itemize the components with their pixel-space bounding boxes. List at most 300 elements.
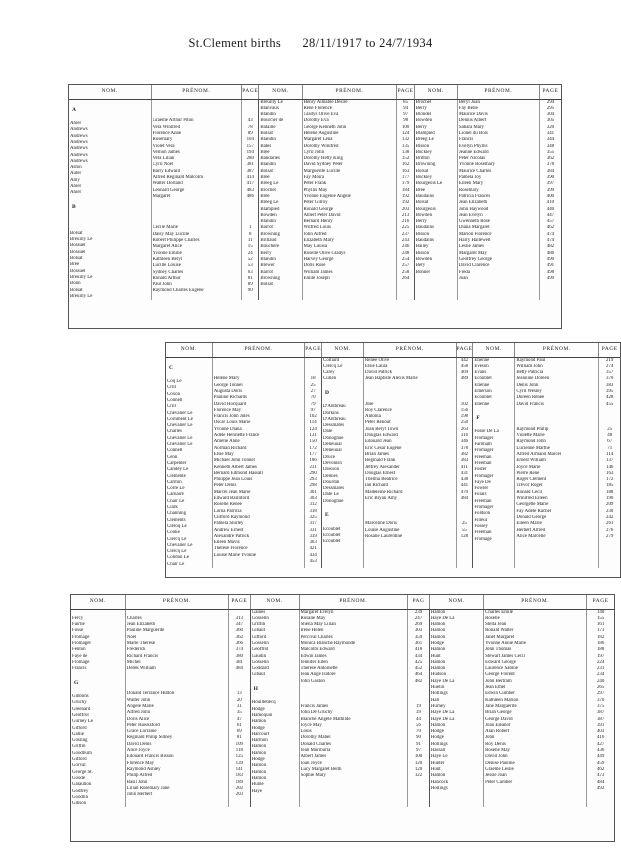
page-number: 94 bbox=[403, 105, 409, 111]
surname: Charles bbox=[167, 429, 182, 435]
given-names: Elsie Laura bbox=[365, 363, 388, 369]
page-number: 447 bbox=[546, 212, 555, 218]
surname: Hollings bbox=[430, 741, 448, 747]
given-names: Reginald Philip Sidney bbox=[126, 735, 173, 741]
col-page-header: PAGE bbox=[305, 343, 322, 357]
surname: Carey bbox=[323, 370, 335, 376]
given-names: Jean Ethel bbox=[485, 685, 506, 691]
page-number: 486 bbox=[546, 250, 555, 256]
page-number: 63 bbox=[247, 269, 253, 275]
page-number: 361 bbox=[414, 640, 423, 646]
surname: Gibaut bbox=[251, 628, 265, 634]
given-names: Peter Gilroy bbox=[303, 200, 328, 206]
page-number: 225 bbox=[401, 225, 410, 231]
page-number: 198 bbox=[460, 414, 469, 420]
surname: Hamon bbox=[251, 769, 267, 775]
page-number: 55 bbox=[461, 527, 467, 533]
page-number: 383 bbox=[606, 382, 614, 388]
surname: Hodge bbox=[430, 735, 444, 741]
given-names: Florence May bbox=[126, 760, 155, 766]
page-number: 56 bbox=[416, 722, 421, 728]
given-names: Doris Rose bbox=[303, 263, 326, 269]
surname: Fromager bbox=[474, 473, 494, 479]
surname: Bréé bbox=[70, 262, 80, 268]
given-names: Ronald Arthur bbox=[152, 275, 181, 281]
given-names: Madeleine Richard bbox=[365, 489, 403, 495]
surname: Brée bbox=[260, 149, 270, 155]
surname: Dorkins bbox=[323, 410, 339, 416]
page-number: 381 bbox=[235, 659, 243, 665]
surname: Bolsat bbox=[70, 287, 83, 293]
surname: Breuilly Le bbox=[260, 99, 283, 105]
surname: Cleroq Le bbox=[167, 523, 187, 529]
page-number: 243 bbox=[401, 238, 410, 244]
given-names: John Haywood bbox=[458, 206, 489, 212]
page-number: 177 bbox=[309, 451, 317, 457]
given-names: Alice Joyce bbox=[126, 748, 150, 754]
given-names: Jane Marguerite bbox=[485, 703, 517, 709]
page-number: 184 bbox=[401, 187, 410, 193]
page-number: 263 bbox=[460, 426, 469, 432]
given-names: Alfred John bbox=[126, 710, 151, 716]
page-number: 52 bbox=[247, 256, 253, 262]
given-names: Vera Lilian bbox=[152, 156, 175, 162]
surname: Carpenter bbox=[167, 460, 187, 466]
prenom-column bbox=[515, 357, 599, 568]
page-number: 297 bbox=[596, 691, 605, 697]
page-number: 213 bbox=[401, 212, 410, 218]
page-number: 155 bbox=[596, 615, 605, 621]
page-number: 325 bbox=[309, 514, 317, 520]
given-names: Eric César Eugène bbox=[365, 445, 402, 451]
given-names: Émile Joseph bbox=[303, 275, 330, 281]
name-column bbox=[166, 357, 212, 568]
surname: Barrot bbox=[260, 225, 273, 231]
given-names: Marcel Jean Marie bbox=[213, 489, 251, 495]
page-number: 390 bbox=[546, 175, 555, 181]
surname: Breeg Le bbox=[260, 200, 279, 206]
page-number: 470 bbox=[460, 489, 469, 495]
document-title: St.Clement births bbox=[188, 36, 282, 50]
surname: Buckley bbox=[415, 175, 433, 181]
given-names: Roy Clarence bbox=[365, 407, 392, 413]
surname: Britton bbox=[415, 156, 430, 162]
given-names: Clifford Raymond bbox=[213, 514, 250, 520]
surname: Hudson bbox=[430, 672, 447, 678]
page-number: 39 bbox=[416, 710, 421, 716]
surname: Hamon bbox=[430, 659, 446, 665]
given-names: Charles Emile bbox=[485, 609, 513, 615]
surname: Hamon bbox=[430, 722, 446, 728]
surname: Ecoublet bbox=[323, 526, 341, 532]
col-prenom-header: PRÉNOM. bbox=[484, 595, 587, 609]
given-names: Sheila May Lilian bbox=[300, 622, 336, 628]
given-names: Evelyn Phyllis bbox=[458, 143, 488, 149]
given-names: Barry Edward bbox=[152, 168, 181, 174]
given-names: Daisy May Lucille bbox=[152, 231, 190, 237]
name-column bbox=[250, 609, 299, 807]
given-names: Augusta Doris bbox=[213, 388, 243, 394]
given-names: Pamela Shirley bbox=[213, 521, 244, 527]
page-number: 137 bbox=[606, 458, 614, 464]
surname: Hassall bbox=[430, 748, 446, 754]
page-number: 484 bbox=[596, 779, 605, 785]
page-number: 431 bbox=[460, 470, 469, 476]
page-number: 399 bbox=[546, 187, 555, 193]
page-number: 234 bbox=[596, 672, 605, 678]
col-prenom-header: PRÉNOM. bbox=[151, 85, 242, 99]
page-number: 25 bbox=[607, 426, 613, 432]
surname: Faye De bbox=[474, 479, 491, 485]
name-column bbox=[429, 609, 483, 807]
col-page-header: PAGE bbox=[228, 595, 250, 609]
given-names: Robert Philippe Charles bbox=[152, 238, 200, 244]
given-names: Rosalie Laurentine bbox=[365, 533, 403, 539]
given-names: Brian George bbox=[485, 710, 512, 716]
given-names: Fay Adèle Rachel bbox=[516, 508, 552, 514]
page-number: 131 bbox=[309, 433, 317, 439]
given-names: Lilian Rosemary Jane bbox=[126, 785, 170, 791]
given-names: Oscar Louis Marie bbox=[213, 420, 251, 426]
page-number: 124 bbox=[401, 130, 410, 136]
name-column bbox=[259, 99, 302, 300]
surname: Cullen bbox=[323, 376, 337, 382]
page-number: 109 bbox=[235, 741, 243, 747]
surname: Blandin bbox=[260, 219, 276, 225]
surname: Farnham bbox=[474, 442, 492, 448]
surname: Hollings bbox=[430, 785, 448, 791]
page-number: 261 bbox=[606, 521, 614, 527]
surname: Andrews bbox=[70, 152, 88, 158]
page-number: 417 bbox=[246, 181, 254, 187]
surname: Fowler bbox=[474, 486, 489, 492]
surname: Amy bbox=[70, 177, 80, 183]
page-number: 274 bbox=[606, 363, 614, 369]
page-number: 1 bbox=[249, 225, 252, 231]
given-names: Denis John bbox=[516, 382, 539, 388]
page-number: 294 bbox=[546, 99, 555, 105]
page-number: 230 bbox=[606, 508, 614, 514]
page-number: 44 bbox=[416, 716, 421, 722]
given-names: Michael John Tonnel bbox=[213, 458, 255, 464]
page-number: 483 bbox=[246, 187, 254, 193]
given-names: Yvonne Diana bbox=[213, 426, 242, 432]
given-names: Thérèse Florence bbox=[213, 546, 248, 552]
surname: Barrot bbox=[260, 269, 273, 275]
given-names: Rosemary bbox=[458, 187, 479, 193]
col-nom-header: NOM. bbox=[259, 85, 302, 99]
page-number: 411 bbox=[460, 464, 468, 470]
given-names: Lucienne Marthe bbox=[516, 445, 550, 451]
given-names: May Louisa bbox=[303, 244, 328, 250]
surname: Carmin bbox=[167, 479, 182, 485]
surname: Hamon bbox=[251, 763, 267, 769]
surname: Goodlin bbox=[72, 794, 89, 800]
page-number: 486 bbox=[246, 193, 254, 199]
page-number: 177 bbox=[401, 175, 410, 181]
page-number: 440 bbox=[546, 206, 555, 212]
given-names: Jennifer Ellen bbox=[300, 659, 328, 665]
given-names: Jean Baptiste Alexis Marie bbox=[365, 376, 418, 382]
given-names: Joyce Marie bbox=[516, 464, 541, 470]
surname: Clercq Le bbox=[167, 536, 187, 542]
surname: Browning bbox=[260, 275, 280, 281]
page-number: 81 bbox=[247, 275, 253, 281]
given-names: Roy Denis bbox=[485, 741, 506, 747]
surname: Bolsat bbox=[70, 256, 83, 262]
surname: Haye bbox=[251, 788, 262, 794]
surname: Fosse bbox=[72, 628, 84, 634]
given-names: Gwenneth Rose bbox=[458, 219, 490, 225]
surname: Ecoublet bbox=[323, 539, 341, 545]
col-nom-header: NOM. bbox=[414, 85, 457, 99]
page-number: 313 bbox=[235, 615, 243, 621]
given-names: David Sydney Peter bbox=[303, 162, 343, 168]
surname: Hall bbox=[430, 697, 440, 703]
given-names: Raymond Charles Eugène bbox=[152, 288, 204, 294]
surname: Bourcier de bbox=[260, 118, 284, 124]
surname: Bandaries bbox=[260, 156, 280, 162]
surname: Andrews bbox=[70, 133, 88, 139]
given-names: Dorothy Mabel bbox=[300, 735, 331, 741]
page-number: 346 bbox=[460, 439, 469, 445]
page-number: 203 bbox=[235, 792, 243, 798]
given-names: Alfred Armand Marcel bbox=[516, 451, 562, 457]
given-names: Marceline Doris bbox=[365, 521, 397, 527]
page-number: 157 bbox=[246, 143, 254, 149]
given-names: Eric Bryan Amy bbox=[365, 496, 398, 502]
surname: Dennes bbox=[323, 473, 338, 479]
page-number: 120 bbox=[414, 760, 423, 766]
given-names: Cyril Noel bbox=[152, 162, 174, 168]
surname: Bery bbox=[415, 263, 426, 269]
given-names: Graeme Arthur Piton bbox=[152, 118, 194, 124]
surname: Bataille bbox=[260, 124, 276, 130]
given-names: Pamela Joy bbox=[458, 175, 482, 181]
page-number: 120 bbox=[414, 766, 423, 772]
surname: Foiars bbox=[474, 492, 487, 498]
given-names: George David bbox=[485, 716, 513, 722]
surname: Haye De La bbox=[430, 710, 455, 716]
col-page-header: PAG bbox=[408, 595, 430, 609]
page-number: 179 bbox=[401, 181, 410, 187]
surname: Clercq Le bbox=[323, 363, 343, 369]
given-names: Harvey George bbox=[303, 256, 334, 262]
page-number: 359 bbox=[414, 634, 423, 640]
surname: Fossey bbox=[474, 523, 488, 529]
given-names: Alexandre Patrick bbox=[213, 533, 250, 539]
surname: Corre Le bbox=[167, 486, 185, 492]
page-number: 265 bbox=[596, 685, 605, 691]
surname: Bailey bbox=[415, 244, 429, 250]
page-number: 434 bbox=[414, 653, 423, 659]
given-names: Winifred Eileen bbox=[516, 496, 548, 502]
page-number: 427 bbox=[596, 741, 605, 747]
given-names: Violet Vera bbox=[152, 143, 175, 149]
page-number: 421 bbox=[309, 546, 317, 552]
surname: Bree bbox=[260, 175, 270, 181]
page-number: 20 bbox=[236, 697, 242, 703]
page-number: 254 bbox=[401, 256, 410, 262]
page-number: 257 bbox=[401, 263, 410, 269]
page-number: 202 bbox=[235, 785, 243, 791]
given-names: Pauline Marguerite bbox=[126, 628, 165, 634]
given-names: Lorna Patricia bbox=[213, 508, 242, 514]
name-column bbox=[473, 357, 515, 568]
surname: Bourgeois Le bbox=[415, 181, 443, 187]
given-names: Marion Florence bbox=[458, 231, 492, 237]
page-number: 366 bbox=[235, 640, 243, 646]
given-names: Jean Elizabeth bbox=[126, 622, 156, 628]
surname: Galaution bbox=[72, 782, 92, 788]
page-number: 242 bbox=[606, 514, 614, 520]
surname: Fromager bbox=[474, 505, 494, 511]
page-number: 360 bbox=[235, 628, 243, 634]
given-names: David Clarence bbox=[458, 263, 490, 269]
surname: Clemente bbox=[167, 473, 186, 479]
surname: Dawson bbox=[323, 467, 340, 473]
surname: Blampied bbox=[260, 206, 280, 212]
surname: Bolsat bbox=[260, 130, 273, 136]
page-number: 172 bbox=[309, 445, 317, 451]
given-names: John Gaston bbox=[300, 678, 325, 684]
surname: Hodge bbox=[251, 725, 265, 731]
surname: Gosling bbox=[72, 738, 88, 744]
surname: Hamon bbox=[251, 775, 267, 781]
given-names: Ronald Walter bbox=[485, 628, 514, 634]
page-number: 81 bbox=[236, 735, 242, 741]
page-number: 141 bbox=[235, 766, 243, 772]
page-number: 128 bbox=[460, 533, 469, 539]
surname: Auter bbox=[70, 171, 82, 177]
surname: Colliard bbox=[323, 357, 340, 363]
header-row bbox=[71, 595, 614, 609]
given-names: Douglas Edward bbox=[365, 433, 398, 439]
surname: Bisson bbox=[415, 250, 430, 256]
page-number: 97 bbox=[403, 112, 409, 118]
surname: Freeman bbox=[474, 530, 492, 536]
col-nom-header: NOM. bbox=[166, 343, 212, 357]
surname: Bolsat bbox=[70, 230, 83, 236]
given-names: Margaret bbox=[152, 193, 171, 199]
page-number: 89 bbox=[247, 282, 253, 288]
surname: Bossuel bbox=[70, 243, 86, 249]
surname: Ecoublet bbox=[323, 532, 341, 538]
surname: Dale Le bbox=[323, 492, 339, 498]
page-number: 312 bbox=[309, 502, 317, 508]
surname: Bolsat bbox=[415, 200, 429, 206]
page-number: 305 bbox=[546, 118, 555, 124]
surname: Coxon bbox=[167, 391, 181, 397]
page-number: 428 bbox=[606, 395, 614, 401]
page-column bbox=[228, 609, 250, 807]
surname: Freeman bbox=[474, 454, 492, 460]
col-prenom-header: PRÉNOM. bbox=[515, 343, 599, 357]
page-number: 114 bbox=[309, 420, 317, 426]
col-page-header: PAGE bbox=[587, 595, 614, 609]
page-number: 219 bbox=[606, 357, 614, 363]
page-number: 387 bbox=[596, 710, 605, 716]
name-column bbox=[414, 99, 457, 300]
surname: Clark bbox=[167, 505, 178, 511]
surname: Gifford bbox=[251, 634, 267, 640]
given-names: Betty Patricia bbox=[516, 370, 544, 376]
given-names: Ian Richard bbox=[365, 483, 388, 489]
page-number: 258 bbox=[401, 269, 410, 275]
given-names: Roselle Renée bbox=[213, 502, 242, 508]
given-names: Walter John bbox=[126, 697, 151, 703]
page-number: 163 bbox=[606, 470, 614, 476]
page-number: 43 bbox=[247, 118, 253, 124]
given-names: Fay Belle bbox=[458, 105, 478, 111]
given-names: George Kenneth John bbox=[303, 124, 347, 130]
surname: Breeg Le bbox=[260, 181, 279, 187]
surname: Gaines bbox=[251, 609, 266, 615]
given-names: Derek William bbox=[126, 666, 156, 672]
given-names: Peter Cumber bbox=[485, 779, 513, 785]
page-number: 344 bbox=[546, 137, 555, 143]
surname: Blondel bbox=[415, 112, 432, 118]
page-number: 104 bbox=[246, 137, 254, 143]
page-number: 216 bbox=[401, 219, 410, 225]
page-number: 71 bbox=[607, 445, 613, 451]
given-names: Laurence Sabine bbox=[485, 666, 518, 672]
page-number: 186 bbox=[309, 458, 317, 464]
page-number: 231 bbox=[596, 666, 605, 672]
page-number: 484 bbox=[235, 666, 243, 672]
surname: Fromage bbox=[72, 634, 90, 640]
page-number: 482 bbox=[414, 678, 423, 684]
surname: Hume bbox=[251, 782, 264, 788]
given-names: John bbox=[485, 735, 495, 741]
page-number: 67 bbox=[607, 439, 613, 445]
given-names: Patricia Frances bbox=[458, 193, 491, 199]
col-prenom-header: PRÉNOM. bbox=[212, 343, 304, 357]
given-names: Edwin Cumber bbox=[485, 691, 515, 697]
page-number: 162 bbox=[401, 162, 410, 168]
surname: Emerson bbox=[474, 388, 492, 394]
given-names: Edouard Francis Bisson bbox=[126, 754, 174, 760]
page-number: 102 bbox=[460, 401, 469, 407]
surname: Bossuel bbox=[70, 249, 86, 255]
surname: Fosse De La bbox=[474, 429, 499, 435]
page-number: 370 bbox=[606, 376, 614, 382]
page-number: 122 bbox=[414, 773, 423, 779]
page-number: 25 bbox=[461, 521, 467, 527]
page-number: 474 bbox=[546, 238, 555, 244]
page-number: 69 bbox=[236, 729, 242, 735]
page-number: 303 bbox=[309, 496, 317, 502]
col-prenom-header: PRÉNOM. bbox=[302, 85, 397, 99]
surname: Ahier bbox=[70, 121, 82, 127]
page-number: 239 bbox=[414, 609, 423, 615]
page-number: 380 bbox=[235, 653, 243, 659]
surname: Bisson bbox=[415, 143, 430, 149]
page-number: 378 bbox=[460, 445, 469, 451]
given-names: Eileen Mary bbox=[458, 181, 484, 187]
page-number: 374 bbox=[235, 647, 243, 653]
given-names: Jeffrey Alexander bbox=[365, 464, 400, 470]
surname: Gibaut bbox=[251, 672, 265, 678]
surname: Gallie bbox=[72, 731, 84, 737]
surname: Hamon bbox=[251, 744, 267, 750]
surname: Gifford bbox=[72, 725, 87, 731]
given-names: Raymond Philip bbox=[516, 426, 549, 432]
page-number: 97 bbox=[310, 407, 316, 413]
page-number: 452 bbox=[414, 666, 423, 672]
given-names: Yvonne Annie Marie bbox=[485, 640, 526, 646]
given-names: Rosalie May bbox=[300, 615, 326, 621]
